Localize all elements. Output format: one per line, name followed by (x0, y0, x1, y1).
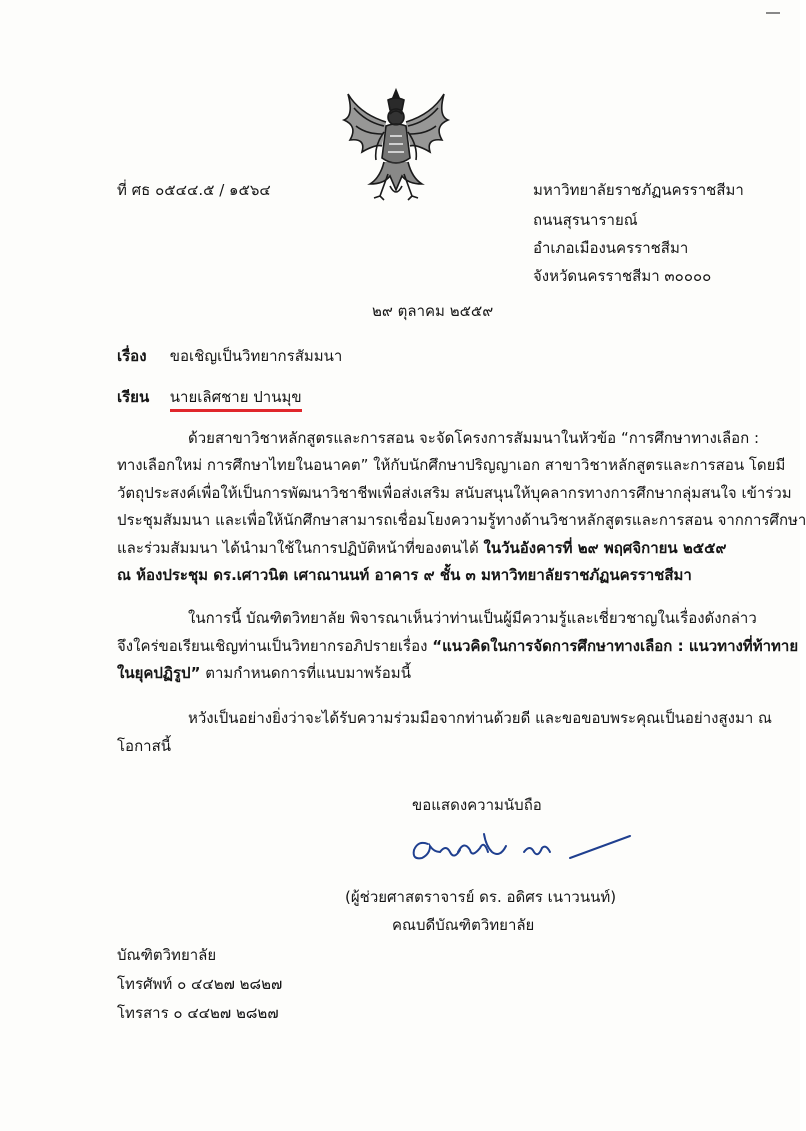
para2-line-2 (117, 634, 799, 658)
letter-date: ๒๙ ตุลาคม ๒๕๕๙ (372, 302, 494, 320)
para1-line-5-text: และร่วมสัมมนา ได้นำมาใช้ในการปฏิบัติหน้าที่ของตนได้ (117, 539, 484, 557)
para3-line-2: โอกาสนี้ (117, 737, 171, 755)
para2-line-3-text: ตามกำหนดการที่แนบมาพร้อมนี้ (200, 664, 411, 682)
para1-line-4: ประชุมสัมมนา และเพื่อให้นักศึกษาสามารถเชื่อมโยงความรู้ทางด้านวิชาหลักสูตรและการสอน จากการศึกษา (117, 511, 806, 529)
sender-address-line-2: ถนนสุรนารายณ์ (533, 211, 638, 229)
subject-label: เรื่อง (117, 347, 147, 365)
signer-position: คณบดีบัณฑิตวิทยาลัย (392, 916, 535, 934)
scan-mark (766, 12, 780, 14)
footer-office: บัณฑิตวิทยาลัย (117, 946, 217, 964)
topic-title-end: ในยุคปฏิรูป” (117, 664, 201, 682)
para2-line-1: ในการนี้ บัณฑิตวิทยาลัย พิจารณาเห็นว่าท่านเป็นผู้มีความรู้และเชี่ยวชาญในเรื่องดังกล่าว (188, 609, 757, 627)
para2-line-2-text: จึงใคร่ขอเรียนเชิญท่านเป็นวิทยากรอภิปรายเรื่อง (117, 637, 433, 655)
para1-line-5 (117, 536, 727, 560)
signer-name: (ผู้ช่วยศาสตราจารย์ ดร. อดิศร เนาวนนท์) (345, 888, 617, 906)
para1-line-1: ด้วยสาขาวิชาหลักสูตรและการสอน จะจัดโครงการสัมมนาในหัวข้อ “การศึกษาทางเลือก : (188, 429, 760, 447)
sender-address-line-4: จังหวัดนครราชสีมา ๓๐๐๐๐ (533, 267, 712, 285)
recipient-name: นายเลิศชาย ปานมุข (170, 388, 302, 412)
para2-line-3 (117, 661, 684, 685)
event-venue: ณ ห้องประชุม ดร.เศาวนิต เศาณานนท์ อาคาร ๙ ชั้น ๓ มหาวิทยาลัยราชภัฏนครราชสีมา (117, 566, 692, 584)
footer-phone: โทรศัพท์ ๐ ๔๔๒๗ ๒๘๒๗ (117, 975, 283, 993)
sender-address-line-3: อำเภอเมืองนครราชสีมา (533, 239, 689, 257)
handwritten-signature (400, 822, 640, 872)
recipient-row (117, 385, 302, 409)
subject-text: ขอเชิญเป็นวิทยากรสัมมนา (169, 347, 343, 365)
footer-fax: โทรสาร ๐ ๔๔๒๗ ๒๘๒๗ (117, 1004, 279, 1022)
recipient-label: เรียน (117, 388, 150, 406)
closing-phrase: ขอแสดงความนับถือ (412, 796, 542, 814)
document-reference: ที่ ศธ ๐๕๔๔.๕ / ๑๕๖๔ (117, 181, 271, 199)
para3-line-1: หวังเป็นอย่างยิ่งว่าจะได้รับความร่วมมือจากท่านด้วยดี และขอขอบพระคุณเป็นอย่างสูงมา ณ (188, 709, 772, 727)
event-date: ในวันอังคารที่ ๒๙ พฤศจิกายน ๒๕๕๙ (483, 539, 727, 557)
garuda-emblem-icon (340, 86, 452, 206)
topic-title: “แนวคิดในการจัดการศึกษาทางเลือก : แนวทางที่ท้าทาย (432, 637, 799, 655)
para1-line-3: วัตถุประสงค์เพื่อให้เป็นการพัฒนาวิชาชีพเพื่อส่งเสริม สนับสนุนให้บุคลากรทางการศึกษากลุ่มสนใจ เข้าร่วม (117, 484, 792, 502)
sender-address-line-1: มหาวิทยาลัยราชภัฏนครราชสีมา (533, 181, 744, 199)
subject-row (117, 344, 342, 368)
para1-line-2: ทางเลือกใหม่ การศึกษาไทยในอนาคต” ให้กับนักศึกษาปริญญาเอก สาขาวิชาหลักสูตรและการสอน โดยมี (117, 456, 786, 474)
